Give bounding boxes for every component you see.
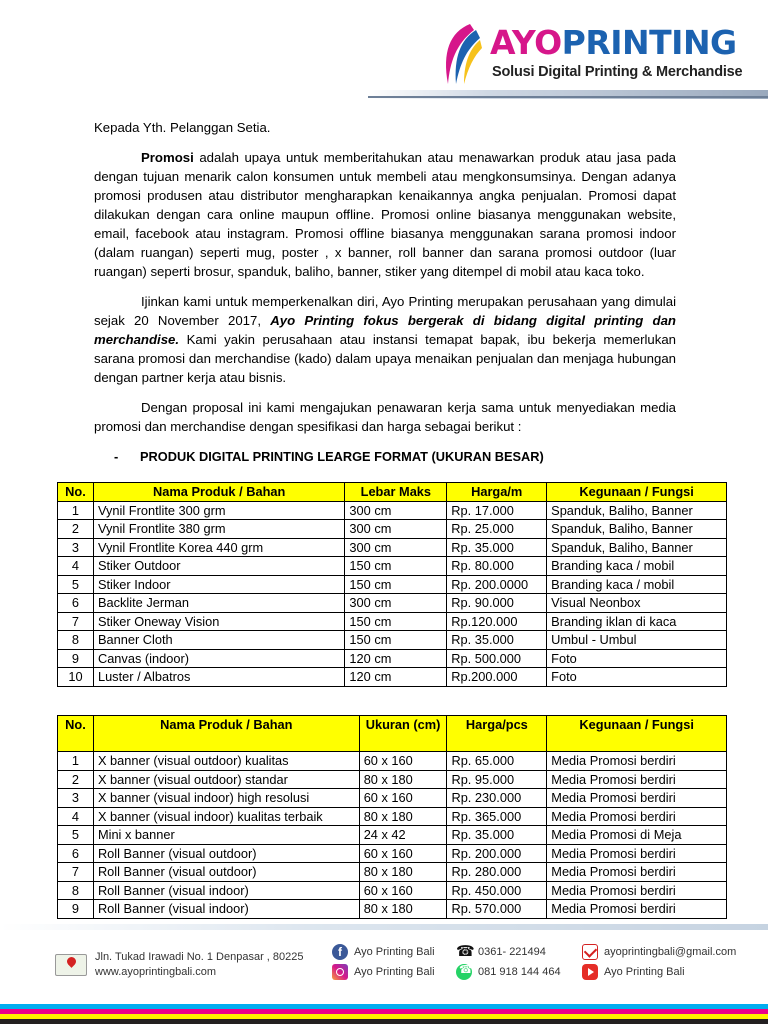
size-value: 150 cm: [345, 631, 447, 650]
usage-value: Branding kaca / mobil: [547, 557, 727, 576]
row-number: 9: [58, 649, 94, 668]
table-row: [58, 631, 727, 650]
row-number: 3: [58, 789, 94, 808]
usage-value: Media Promosi berdiri: [547, 881, 727, 900]
usage-value: Foto: [547, 668, 727, 687]
usage-value: Media Promosi berdiri: [547, 863, 727, 882]
size-value: 150 cm: [345, 557, 447, 576]
usage-value: Media Promosi berdiri: [547, 770, 727, 789]
column-header: Harga/m: [447, 483, 547, 502]
table-row: [58, 612, 727, 631]
price-value: Rp.120.000: [447, 612, 547, 631]
table-row: [58, 557, 727, 576]
address-block: [55, 950, 304, 980]
price-value: Rp. 280.000: [447, 863, 547, 882]
row-number: 7: [58, 612, 94, 631]
product-name: Banner Cloth: [93, 631, 344, 650]
paragraph-promosi-text: adalah upaya untuk memberitahukan atau menawarkan produk atau jasa pada dengan tujuan menarik calon konsumen untuk membeli atau mengkonsumsinya. Dengan adanya promosi produsen atau distributor mengharapkan kenaikannya angka penjualan. Promosi dapat dilakukan dengan cara online maupun offline. Promosi online biasanya menggunakan website, email, facebook atau instagram. Promosi offline biasanya menggunakan sarana promosi indoor (dalam ruangan) seperti mug, poster , x banner, roll banner dan sarana promosi outdoor (luar ruangan) seperti brosur, spanduk, baliho, banner, stiker yang ditempel di mobil atau kaca toko.: [94, 150, 676, 279]
telephone-icon: ☎: [456, 943, 475, 960]
product-name: Mini x banner: [93, 826, 359, 845]
price-value: Rp. 230.000: [447, 789, 547, 808]
usage-value: Umbul - Umbul: [547, 631, 727, 650]
youtube-icon: [582, 964, 598, 980]
paragraph-proposal: Dengan proposal ini kami mengajukan penawaran kerja sama untuk menyediakan media promosi dan merchandise dengan spesifikasi dan harga sebagai berikut :: [94, 400, 676, 434]
table-row: [58, 900, 727, 919]
product-name: Luster / Albatros: [93, 668, 344, 687]
product-name: Roll Banner (visual outdoor): [93, 863, 359, 882]
instagram-contact[interactable]: [332, 964, 435, 980]
row-number: 6: [58, 844, 94, 863]
size-value: 300 cm: [345, 501, 447, 520]
row-number: 10: [58, 668, 94, 687]
row-number: 3: [58, 538, 94, 557]
brand-name-part1: AYO: [490, 23, 562, 62]
table-row: [58, 520, 727, 539]
size-value: 120 cm: [345, 649, 447, 668]
brand-swoosh-icon: [440, 22, 482, 86]
facebook-contact[interactable]: [332, 944, 435, 960]
usage-value: Media Promosi berdiri: [547, 900, 727, 919]
usage-value: Media Promosi di Meja: [547, 826, 727, 845]
price-value: Rp. 17.000: [447, 501, 547, 520]
usage-value: Media Promosi berdiri: [547, 789, 727, 808]
table-row: [58, 863, 727, 882]
column-header: No.: [58, 483, 94, 502]
youtube-contact[interactable]: [582, 964, 685, 980]
column-header: Nama Produk / Bahan: [93, 716, 359, 752]
table-header-row: [58, 716, 727, 752]
product-name: Canvas (indoor): [93, 649, 344, 668]
youtube-channel: Ayo Printing Bali: [604, 966, 685, 978]
column-header: Ukuran (cm): [359, 716, 447, 752]
size-value: 60 x 160: [359, 844, 447, 863]
column-header: Nama Produk / Bahan: [93, 483, 344, 502]
table-row: [58, 807, 727, 826]
large-format-price-table: [57, 482, 727, 687]
size-value: 80 x 180: [359, 863, 447, 882]
price-value: Rp. 200.0000: [447, 575, 547, 594]
brand-tagline: Solusi Digital Printing & Merchandise: [492, 64, 743, 80]
table-header-row: [58, 483, 727, 502]
facebook-name: Ayo Printing Bali: [354, 946, 435, 958]
price-value: Rp. 90.000: [447, 594, 547, 613]
row-number: 5: [58, 575, 94, 594]
intro-text-b: Kami yakin perusahaan atau instansi temapat bapak, ibu bekerja memerlukan sarana promosi dan merchandise (kado) dalam upaya menaikan penjualan dan menjaga hubungan dengan partner kerja atau bisnis.: [94, 332, 676, 385]
product-name: Vynil Frontlite 300 grm: [93, 501, 344, 520]
price-value: Rp. 450.000: [447, 881, 547, 900]
table-row: [58, 538, 727, 557]
product-name: X banner (visual outdoor) kualitas: [93, 752, 359, 771]
column-header: Lebar Maks: [345, 483, 447, 502]
usage-value: Media Promosi berdiri: [547, 807, 727, 826]
price-value: Rp. 95.000: [447, 770, 547, 789]
usage-value: Foto: [547, 649, 727, 668]
paragraph-promosi: [94, 148, 676, 281]
letter-body: [94, 118, 676, 466]
price-value: Rp. 35.000: [447, 826, 547, 845]
row-number: 9: [58, 900, 94, 919]
product-name: Roll Banner (visual indoor): [93, 881, 359, 900]
row-number: 2: [58, 520, 94, 539]
whatsapp-icon: [456, 964, 472, 980]
usage-value: Visual Neonbox: [547, 594, 727, 613]
size-value: 60 x 160: [359, 789, 447, 808]
row-number: 8: [58, 631, 94, 650]
gmail-icon: [582, 944, 598, 960]
price-value: Rp. 500.000: [447, 649, 547, 668]
email-address: ayoprintingbali@gmail.com: [604, 946, 737, 958]
intro-emphasis: Ayo Printing fokus bergerak di bidang digital printing dan merchandise.: [94, 313, 676, 347]
usage-value: Branding kaca / mobil: [547, 575, 727, 594]
product-name: Roll Banner (visual outdoor): [93, 844, 359, 863]
stripe-black: [0, 1019, 768, 1024]
usage-value: Media Promosi berdiri: [547, 752, 727, 771]
size-value: 300 cm: [345, 538, 447, 557]
row-number: 1: [58, 752, 94, 771]
price-value: Rp. 65.000: [447, 752, 547, 771]
column-header: Kegunaan / Fungsi: [547, 716, 727, 752]
paragraph-introduction: [94, 292, 676, 387]
usage-value: Spanduk, Baliho, Banner: [547, 520, 727, 539]
phone-number: 0361- 221494: [478, 946, 546, 958]
table-row: [58, 594, 727, 613]
whatsapp-contact[interactable]: [456, 964, 561, 980]
size-value: 300 cm: [345, 520, 447, 539]
product-name: X banner (visual indoor) kualitas terbaik: [93, 807, 359, 826]
letterhead: [0, 0, 768, 100]
greeting: Kepada Yth. Pelanggan Setia.: [94, 120, 271, 135]
product-name: Stiker Indoor: [93, 575, 344, 594]
usage-value: Spanduk, Baliho, Banner: [547, 538, 727, 557]
usage-value: Branding iklan di kaca: [547, 612, 727, 631]
row-number: 6: [58, 594, 94, 613]
header-divider-line: [368, 96, 768, 98]
usage-value: Media Promosi berdiri: [547, 844, 727, 863]
map-icon: [55, 954, 87, 976]
email-contact[interactable]: [582, 944, 736, 960]
product-name: X banner (visual indoor) high resolusi: [93, 789, 359, 808]
row-number: 5: [58, 826, 94, 845]
footer-contacts: [0, 932, 768, 1002]
table-row: [58, 881, 727, 900]
table-row: [58, 826, 727, 845]
table-row: [58, 668, 727, 687]
price-value: Rp. 35.000: [447, 631, 547, 650]
price-value: Rp.200.000: [447, 668, 547, 687]
table-row: [58, 649, 727, 668]
size-value: 150 cm: [345, 575, 447, 594]
table-row: [58, 789, 727, 808]
section-bullet: -: [114, 449, 119, 464]
row-number: 4: [58, 807, 94, 826]
section-title: PRODUK DIGITAL PRINTING LEARGE FORMAT (UKURAN BESAR): [140, 449, 544, 464]
promosi-term: Promosi: [141, 150, 194, 165]
facebook-icon: f: [332, 944, 348, 960]
product-name: Vynil Frontlite 380 grm: [93, 520, 344, 539]
product-name: Vynil Frontlite Korea 440 grm: [93, 538, 344, 557]
cmyk-stripe: [0, 1004, 768, 1024]
usage-value: Spanduk, Baliho, Banner: [547, 501, 727, 520]
row-number: 7: [58, 863, 94, 882]
price-value: Rp. 570.000: [447, 900, 547, 919]
product-name: Stiker Outdoor: [93, 557, 344, 576]
row-number: 2: [58, 770, 94, 789]
size-value: 80 x 180: [359, 900, 447, 919]
size-value: 300 cm: [345, 594, 447, 613]
intro-text-a: Ijinkan kami untuk memperkenalkan diri, Ayo Printing merupakan perusahaan yang dimulai sejak 20 November 2017,: [94, 294, 676, 328]
size-value: 120 cm: [345, 668, 447, 687]
table-row: [58, 752, 727, 771]
size-value: 80 x 180: [359, 770, 447, 789]
instagram-icon: [332, 964, 348, 980]
table-row: [58, 501, 727, 520]
table-row: [58, 844, 727, 863]
size-value: 150 cm: [345, 612, 447, 631]
price-value: Rp. 80.000: [447, 557, 547, 576]
row-number: 1: [58, 501, 94, 520]
product-name: Backlite Jerman: [93, 594, 344, 613]
table-row: [58, 770, 727, 789]
column-header: Kegunaan / Fungsi: [547, 483, 727, 502]
product-name: Roll Banner (visual indoor): [93, 900, 359, 919]
price-value: Rp. 200.000: [447, 844, 547, 863]
price-value: Rp. 35.000: [447, 538, 547, 557]
phone-contact[interactable]: [456, 944, 546, 960]
column-header: Harga/pcs: [447, 716, 547, 752]
size-value: 60 x 160: [359, 881, 447, 900]
brand-name-part2: PRINTING: [561, 23, 737, 62]
price-value: Rp. 365.000: [447, 807, 547, 826]
column-header: No.: [58, 716, 94, 752]
row-number: 8: [58, 881, 94, 900]
size-value: 24 x 42: [359, 826, 447, 845]
price-value: Rp. 25.000: [447, 520, 547, 539]
address-text: Jln. Tukad Irawadi No. 1 Denpasar , 80225: [95, 951, 304, 963]
banner-price-table: [57, 715, 727, 919]
product-name: X banner (visual outdoor) standar: [93, 770, 359, 789]
footer-divider: [0, 924, 768, 930]
whatsapp-number: 081 918 144 464: [478, 966, 561, 978]
table-row: [58, 575, 727, 594]
size-value: 60 x 160: [359, 752, 447, 771]
website-link[interactable]: www.ayoprintingbali.com: [95, 966, 217, 978]
row-number: 4: [58, 557, 94, 576]
section-heading: [114, 447, 676, 466]
instagram-name: Ayo Printing Bali: [354, 966, 435, 978]
size-value: 80 x 180: [359, 807, 447, 826]
brand-name: [490, 23, 737, 62]
product-name: Stiker Oneway Vision: [93, 612, 344, 631]
